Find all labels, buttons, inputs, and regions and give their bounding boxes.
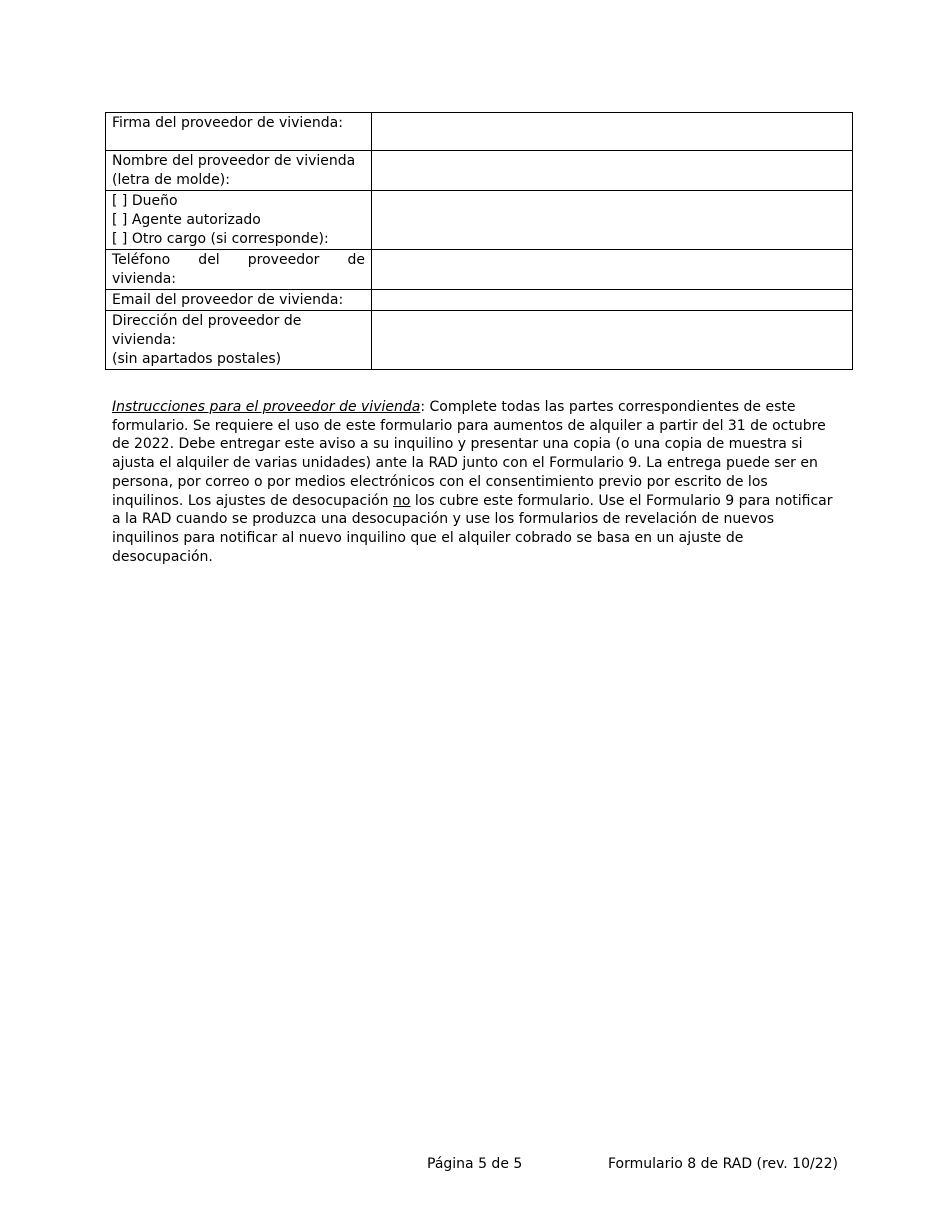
table-row: [106, 151, 853, 191]
provider-email-label: Email del proveedor de vivienda:: [106, 290, 372, 311]
other-role-checkbox[interactable]: [ ] Otro cargo (si corresponde):: [112, 231, 329, 247]
provider-name-label: Nombre del proveedor de vivienda (letra de molde):: [106, 151, 372, 191]
provider-phone-label: Teléfono del proveedor de vivienda:: [106, 250, 372, 290]
instructions-text-part1: : Complete todas las partes correspondientes de este formulario. Se requiere el uso de este formulario para aumentos de alquiler a partir del 31 de octubre de 2022. Debe entregar este aviso a su inquilino y presentar una copia (o una copia de muestra si ajusta el alquiler de varias unidades) ante la RAD junto con el Formulario 9. La entrega puede ser en persona, por correo o por medios electrónicos con el consentimiento previo por escrito de los inquilinos. Los ajustes de desocupación: [112, 399, 826, 509]
provider-address-field[interactable]: [372, 311, 853, 370]
page-number: Página 5 de 5: [427, 1156, 523, 1172]
signature-label: Firma del proveedor de vivienda:: [106, 113, 372, 151]
provider-address-label: Dirección del proveedor de vivienda: (sin apartados postales): [106, 311, 372, 370]
authorized-agent-checkbox[interactable]: [ ] Agente autorizado: [112, 212, 261, 228]
table-row: [106, 290, 853, 311]
instructions-paragraph: [112, 398, 842, 566]
table-row: [106, 311, 853, 370]
table-row: [106, 113, 853, 151]
table-row: [106, 250, 853, 290]
instructions-heading: Instrucciones para el proveedor de vivienda: [112, 399, 421, 415]
provider-role-field[interactable]: [372, 191, 853, 250]
instructions-emphasis: no: [393, 492, 411, 509]
owner-checkbox[interactable]: [ ] Dueño: [112, 193, 178, 209]
provider-phone-field[interactable]: [372, 250, 853, 290]
provider-name-field[interactable]: [372, 151, 853, 191]
signature-field[interactable]: [372, 113, 853, 151]
housing-provider-info-table: [105, 112, 853, 370]
provider-email-field[interactable]: [372, 290, 853, 311]
form-identifier: Formulario 8 de RAD (rev. 10/22): [608, 1156, 838, 1172]
instructions-text-part2: los cubre este formulario. Use el Formulario 9 para notificar a la RAD cuando se produzca una desocupación y use los formularios de revelación de nuevos inquilinos para notificar al nuevo inquilino que el alquiler cobrado se basa en un ajuste de desocupación.: [112, 492, 833, 565]
table-row: [106, 191, 853, 250]
provider-role-label: [106, 191, 372, 250]
